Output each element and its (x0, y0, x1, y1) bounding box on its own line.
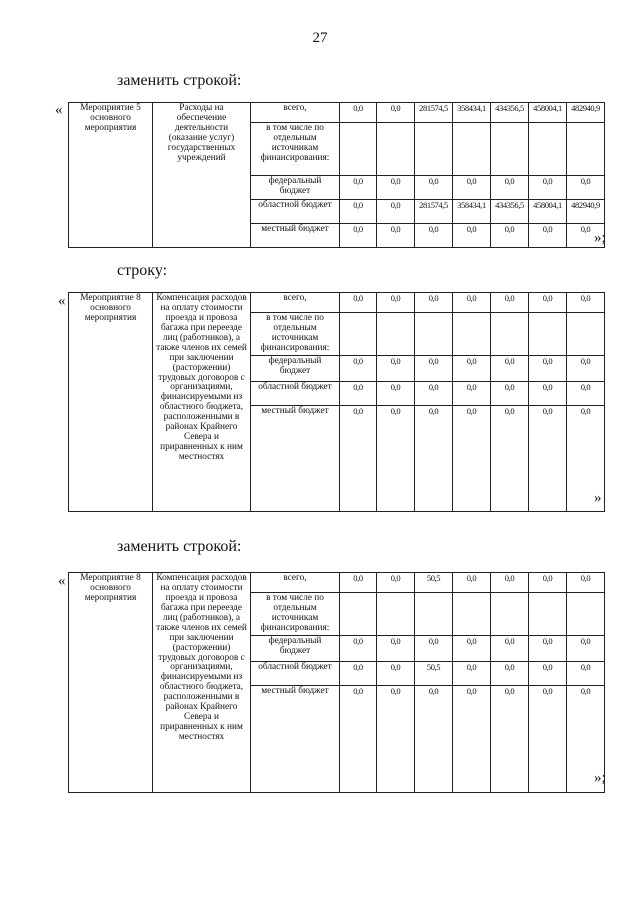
amount-cell: 0,0 (415, 685, 453, 792)
amount-cell (567, 593, 605, 636)
amount-cell: 0,0 (453, 685, 491, 792)
amount-cell: 0,0 (453, 635, 491, 661)
amount-cell: 0,0 (415, 381, 453, 405)
amount-cell: 0,0 (377, 176, 415, 200)
amount-cell: 0,0 (340, 405, 377, 511)
amount-cell: 0,0 (491, 293, 529, 313)
funding-source-cell: областной бюджет (251, 381, 340, 405)
event-description-cell: Расходы на обеспечение деятельности (оказание услуг) государственных учреждений (153, 103, 251, 248)
amount-cell: 0,0 (377, 103, 415, 123)
amount-cell (567, 123, 605, 176)
block-heading: заменить строкой: (117, 72, 242, 89)
page-number: 27 (312, 30, 328, 46)
amount-cell (453, 593, 491, 636)
amount-cell: 0,0 (415, 355, 453, 381)
amount-cell (377, 313, 415, 356)
amount-cell: 0,0 (377, 635, 415, 661)
amount-cell: 0,0 (377, 661, 415, 685)
amount-cell (567, 313, 605, 356)
open-quote: « (58, 293, 66, 309)
funding-source-cell: федеральный бюджет (251, 355, 340, 381)
amount-cell: 0,0 (453, 573, 491, 593)
amount-cell: 0,0 (453, 176, 491, 200)
amount-cell: 0,0 (340, 381, 377, 405)
amount-cell: 0,0 (453, 224, 491, 248)
funding-source-cell: областной бюджет (251, 661, 340, 685)
amount-cell: 0,0 (340, 200, 377, 224)
close-quote: » (594, 490, 602, 506)
amount-cell: 0,0 (415, 224, 453, 248)
budget-table (68, 102, 605, 248)
amount-cell (340, 123, 377, 176)
amount-cell: 0,0 (567, 573, 605, 593)
amount-cell: 0,0 (567, 661, 605, 685)
funding-source-cell: всего, (251, 293, 340, 313)
amount-cell: 458004,1 (529, 103, 567, 123)
amount-cell: 0,0 (567, 685, 605, 792)
amount-cell: 0,0 (529, 685, 567, 792)
amount-cell (529, 123, 567, 176)
amount-cell (415, 593, 453, 636)
funding-source-cell: федеральный бюджет (251, 176, 340, 200)
amount-cell: 0,0 (377, 224, 415, 248)
event-name-cell: Мероприятие 8 основного мероприятия (69, 293, 153, 512)
amount-cell: 0,0 (340, 103, 377, 123)
event-description-cell: Компенсация расходов на оплату стоимости проезда и провоза багажа при переезде лиц (работников), а также членов их семей при заключении (расторжении) трудовых договоров с организациями, финансируемыми из областного бюджета, расположенными в районах Крайнего Севера и приравненных к ним местностях (153, 293, 251, 512)
amount-cell: 0,0 (491, 635, 529, 661)
amount-cell (415, 313, 453, 356)
amount-cell: 281574,5 (415, 200, 453, 224)
amount-cell: 0,0 (567, 293, 605, 313)
amount-cell: 0,0 (491, 176, 529, 200)
block-heading: заменить строкой: (117, 538, 242, 555)
open-quote: « (55, 102, 63, 118)
amount-cell (340, 313, 377, 356)
amount-cell: 0,0 (377, 200, 415, 224)
amount-cell (377, 593, 415, 636)
amount-cell: 482940,9 (567, 200, 605, 224)
funding-source-cell: в том числе по отдельным источникам финансирования: (251, 313, 340, 356)
amount-cell: 458004,1 (529, 200, 567, 224)
amount-cell (491, 123, 529, 176)
amount-cell: 0,0 (491, 381, 529, 405)
amount-cell: 0,0 (529, 635, 567, 661)
amount-cell (491, 593, 529, 636)
event-name-cell: Мероприятие 5 основного мероприятия (69, 103, 153, 248)
amount-cell: 0,0 (567, 224, 605, 248)
amount-cell: 434356,5 (491, 103, 529, 123)
amount-cell: 358434,1 (453, 200, 491, 224)
funding-source-cell: местный бюджет (251, 685, 340, 792)
amount-cell (415, 123, 453, 176)
funding-source-cell: местный бюджет (251, 405, 340, 511)
amount-cell: 0,0 (415, 176, 453, 200)
amount-cell: 0,0 (491, 573, 529, 593)
amount-cell: 0,0 (340, 661, 377, 685)
amount-cell: 0,0 (529, 661, 567, 685)
funding-source-cell: федеральный бюджет (251, 635, 340, 661)
amount-cell: 0,0 (415, 405, 453, 511)
amount-cell: 0,0 (453, 405, 491, 511)
amount-cell: 50,5 (415, 573, 453, 593)
amount-cell: 0,0 (567, 355, 605, 381)
amount-cell: 0,0 (340, 176, 377, 200)
amount-cell: 434356,5 (491, 200, 529, 224)
amount-cell: 0,0 (529, 381, 567, 405)
amount-cell: 0,0 (491, 405, 529, 511)
amount-cell (529, 313, 567, 356)
amount-cell (340, 593, 377, 636)
amount-cell: 0,0 (529, 405, 567, 511)
amount-cell: 0,0 (415, 293, 453, 313)
amount-cell: 0,0 (529, 293, 567, 313)
amount-cell: 0,0 (340, 685, 377, 792)
amount-cell (377, 123, 415, 176)
amount-cell: 0,0 (377, 685, 415, 792)
budget-table (68, 292, 605, 512)
amount-cell: 0,0 (340, 293, 377, 313)
amount-cell: 0,0 (340, 224, 377, 248)
amount-cell: 482940,9 (567, 103, 605, 123)
amount-cell: 0,0 (529, 355, 567, 381)
amount-cell: 0,0 (491, 685, 529, 792)
amount-cell: 0,0 (377, 405, 415, 511)
amount-cell: 0,0 (377, 381, 415, 405)
amount-cell: 281574,5 (415, 103, 453, 123)
amount-cell: 50,5 (415, 661, 453, 685)
event-description-cell: Компенсация расходов на оплату стоимости проезда и провоза багажа при переезде лиц (работников), а также членов их семей при заключении (расторжении) трудовых договоров с организациями, финансируемыми из областного бюджета, расположенными в районах Крайнего Севера и приравненных к ним местностях (153, 573, 251, 793)
amount-cell: 0,0 (377, 573, 415, 593)
amount-cell: 0,0 (453, 293, 491, 313)
amount-cell: 0,0 (340, 635, 377, 661)
amount-cell: 0,0 (491, 661, 529, 685)
amount-cell: 0,0 (491, 224, 529, 248)
funding-source-cell: в том числе по отдельным источникам финансирования: (251, 123, 340, 176)
amount-cell (453, 123, 491, 176)
amount-cell: 0,0 (567, 635, 605, 661)
amount-cell: 0,0 (529, 176, 567, 200)
close-quote: »; (594, 770, 606, 786)
table-row (69, 293, 605, 313)
amount-cell (529, 593, 567, 636)
amount-cell: 0,0 (415, 635, 453, 661)
amount-cell: 0,0 (453, 661, 491, 685)
amount-cell: 0,0 (491, 355, 529, 381)
amount-cell: 0,0 (567, 405, 605, 511)
close-quote: »; (594, 230, 606, 246)
amount-cell: 0,0 (377, 355, 415, 381)
funding-source-cell: в том числе по отдельным источникам финансирования: (251, 593, 340, 636)
amount-cell: 0,0 (340, 355, 377, 381)
amount-cell (491, 313, 529, 356)
amount-cell: 358434,1 (453, 103, 491, 123)
amount-cell: 0,0 (377, 293, 415, 313)
amount-cell: 0,0 (453, 355, 491, 381)
amount-cell: 0,0 (529, 224, 567, 248)
event-name-cell: Мероприятие 8 основного мероприятия (69, 573, 153, 793)
amount-cell (453, 313, 491, 356)
funding-source-cell: областной бюджет (251, 200, 340, 224)
amount-cell: 0,0 (567, 176, 605, 200)
block-heading: строку: (117, 262, 168, 279)
amount-cell: 0,0 (529, 573, 567, 593)
table-row (69, 103, 605, 123)
amount-cell: 0,0 (567, 381, 605, 405)
funding-source-cell: всего, (251, 573, 340, 593)
amount-cell: 0,0 (453, 381, 491, 405)
budget-table (68, 572, 605, 793)
open-quote: « (58, 573, 66, 589)
table-row (69, 573, 605, 593)
funding-source-cell: всего, (251, 103, 340, 123)
amount-cell: 0,0 (340, 573, 377, 593)
funding-source-cell: местный бюджет (251, 224, 340, 248)
